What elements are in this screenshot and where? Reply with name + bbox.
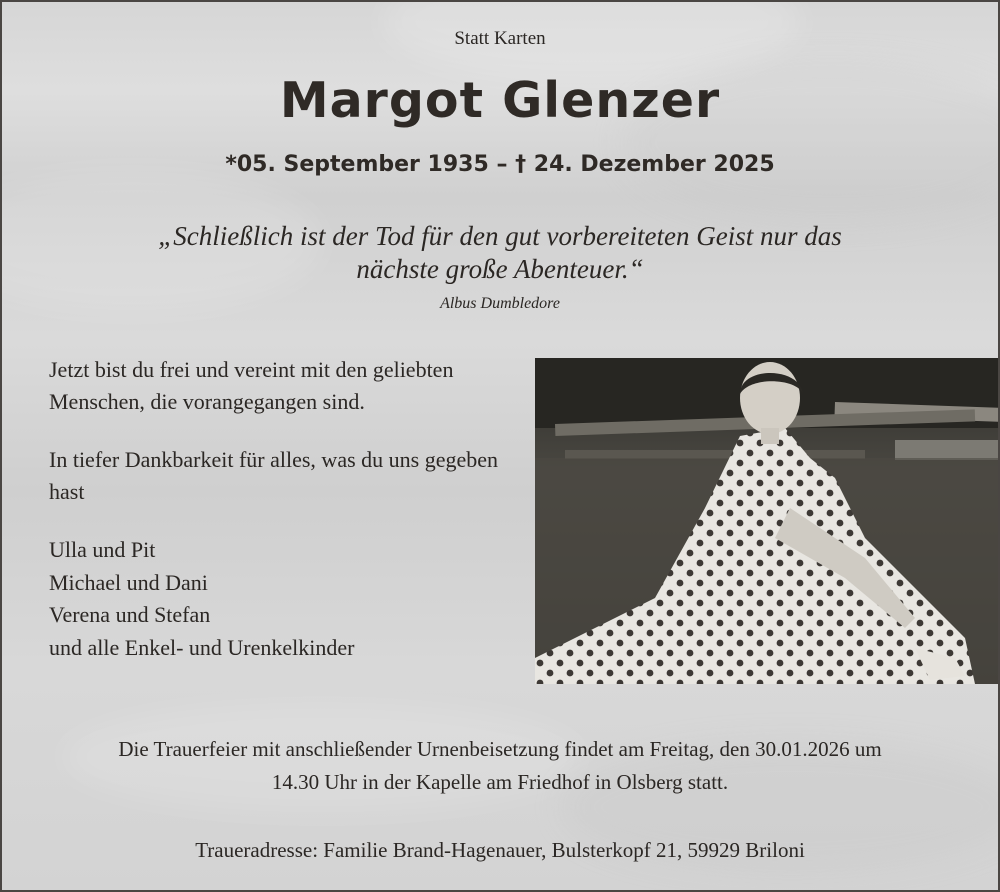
service-line-2: 14.30 Uhr in der Kapelle am Friedhof in Olsberg statt.	[271, 770, 729, 794]
intro-text: Statt Karten	[454, 28, 546, 49]
quote	[2, 220, 998, 286]
service-info	[2, 733, 998, 799]
photo-illustration	[535, 358, 999, 684]
quote-line-1: „Schließlich ist der Tod für den gut vorbereiteten Geist nur das	[158, 221, 842, 251]
quote-line-2: nächste große Abenteuer.“	[356, 254, 644, 284]
message-block	[49, 354, 509, 664]
deceased-name: Margot Glenzer	[279, 72, 721, 129]
family-member: Michael und Dani	[49, 569, 208, 595]
message-paragraph-2: In tiefer Dankbarkeit für alles, was du uns gegeben hast	[49, 447, 499, 504]
portrait-photo	[535, 358, 999, 684]
family-member: Verena und Stefan	[49, 602, 211, 627]
family-member: Ulla und Pit	[49, 537, 156, 562]
mourning-address: Traueradresse: Familie Brand-Hagenauer, Bulsterkopf 21, 59929 Briloni	[195, 838, 805, 862]
quote-author: Albus Dumbledore	[440, 295, 560, 312]
family-member: und alle Enkel- und Urenkelkinder	[49, 634, 355, 660]
life-dates: *05. September 1935 – † 24. Dezember 2025	[225, 152, 775, 177]
message-paragraph-1: Jetzt bist du frei und vereint mit den geliebten Menschen, die vorangegangen sind.	[49, 357, 454, 414]
service-line-1: Die Trauerfeier mit anschließender Urnenbeisetzung findet am Freitag, den 30.01.2026 um	[118, 737, 882, 761]
